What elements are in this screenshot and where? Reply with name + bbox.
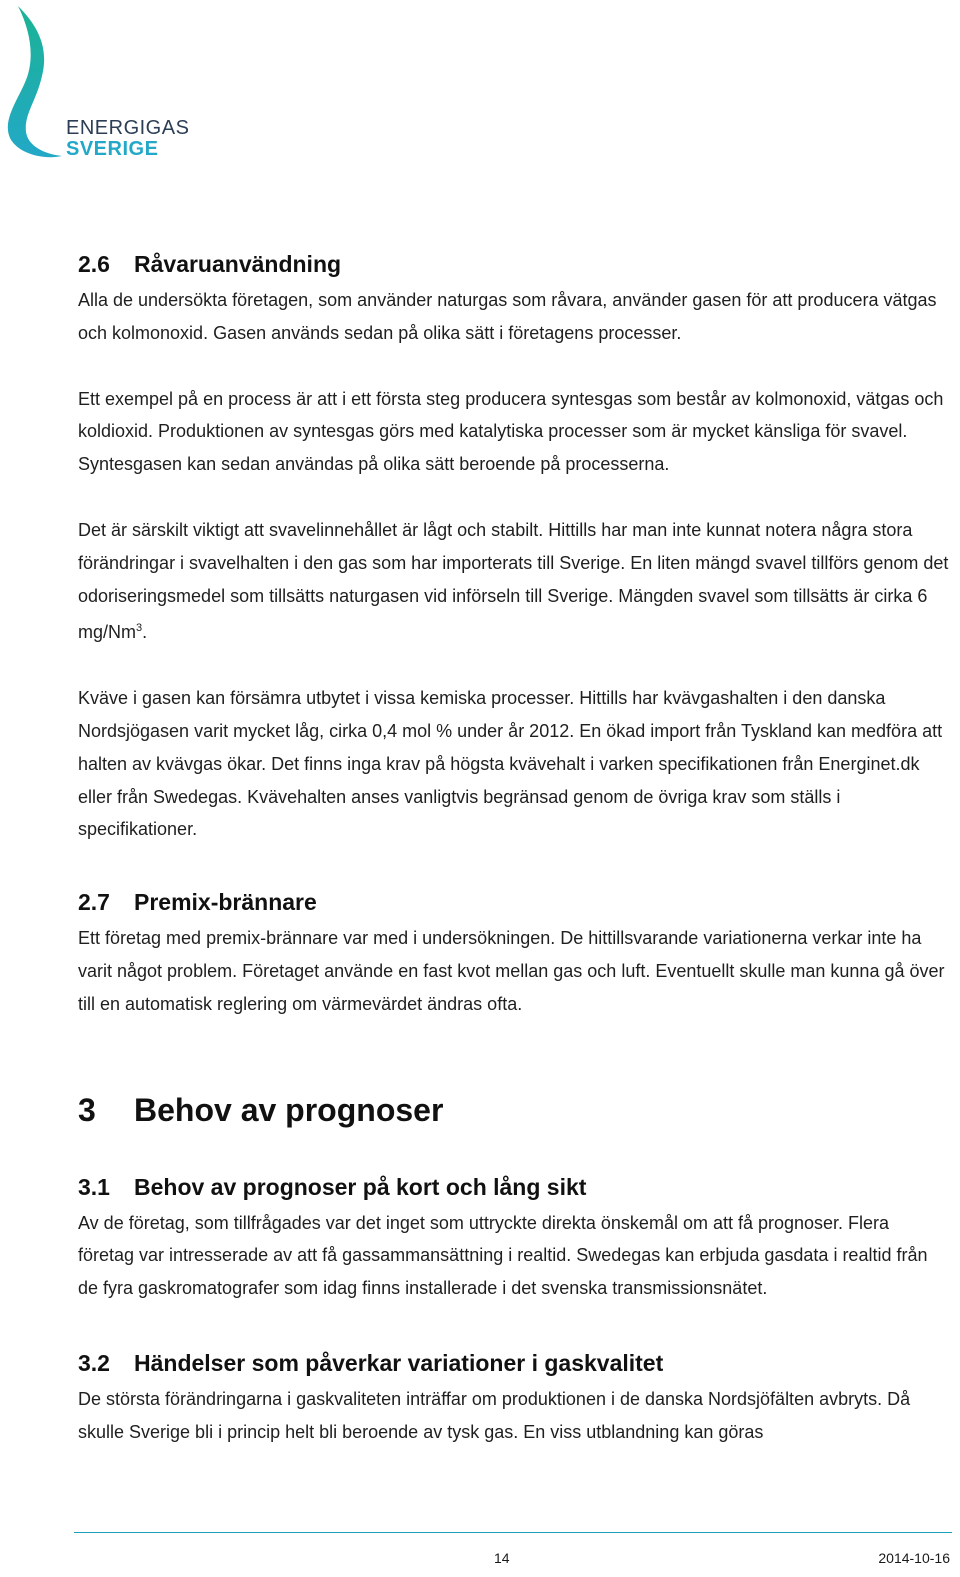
heading-3: 3 Behov av prognoser	[78, 1091, 444, 1128]
energigas-sverige-logo	[4, 4, 194, 164]
footer-divider	[74, 1532, 952, 1533]
flame-logo-icon	[4, 4, 74, 164]
paragraph: Alla de undersökta företagen, som använder naturgas som råvara, använder gasen för att producera vätgas och kolmonoxid. Gasen används sedan på olika sätt i företagens processer.	[78, 290, 937, 343]
logo-text-sverige: SVERIGE	[66, 138, 159, 160]
heading-2-6: 2.6 Råvaruanvändning	[78, 251, 342, 277]
paragraph: Ett företag med premix-brännare var med i undersökningen. De hittillsvarande variationerna verkar inte ha varit något problem. Företaget använde en fast kvot mellan gas och luft. Eventuellt skulle man kunna gå över till en automatisk reglering om värmevärdet ändras ofta.	[78, 928, 945, 1014]
paragraph: De största förändringarna i gaskvaliteten inträffar om produktionen i de danska Nordsjöfälten avbryts. Då skulle Sverige bli i princip helt bli beroende av tysk gas. En viss utblandning kan göras	[78, 1388, 911, 1442]
page-number: 14	[494, 1550, 510, 1566]
paragraph: Ett exempel på en process är att i ett första steg producera syntesgas som består av kolmonoxid, vätgas och koldioxid. Produktionen av syntesgas görs med katalytiska processer som är mycket känsliga för svavel. Syntesgasen kan sedan användas på olika sätt beroende på processerna.	[78, 388, 944, 475]
heading-2-7: 2.7 Premix-brännare	[78, 889, 317, 916]
paragraph: Av de företag, som tillfrågades var det inget som uttryckte direkta önskemål om att få prognoser. Flera företag var intresserade av att få gassammansättning i realtid. Swedegas kan erbjuda gasdata i realtid från de fyra gaskromatografer som idag finns installerade i det svenska transmissionsnätet.	[78, 1212, 928, 1299]
logo-text-energigas: ENERGIGAS	[66, 117, 190, 139]
heading-3-2: 3.2 Händelser som påverkar variationer i gaskvalitet	[78, 1349, 664, 1376]
page-date: 2014-10-16	[878, 1550, 950, 1566]
paragraph: Det är särskilt viktigt att svavelinnehållet är lågt och stabilt. Hittills har man inte kunnat notera några stora förändringar i svavelhalten i den gas som har importerats till Sverige. En liten mängd svavel tillförs genom det odoriseringsmedel som tillsätts naturgasen vid införseln till Sverige. Mängden svavel som tillsätts är cirka 6 mg/Nm$^3$.	[78, 519, 949, 643]
document-body	[78, 244, 950, 1449]
heading-3-1: 3.1 Behov av prognoser på kort och lång sikt	[78, 1173, 587, 1200]
paragraph: Kväve i gasen kan försämra utbytet i vissa kemiska processer. Hittills har kvävgashalten i den danska Nordsjögasen varit mycket låg, cirka 0,4 mol % under år 2012. En ökad import från Tyskland kan medföra att halten av kvävgas ökar. Det finns inga krav på högsta kvävehalt i varken specifikationen från Energinet.dk eller från Swedegas. Kvävehalten anses vanligtvis begränsad genom de övriga krav som ställs i specifikationer.	[78, 688, 943, 840]
